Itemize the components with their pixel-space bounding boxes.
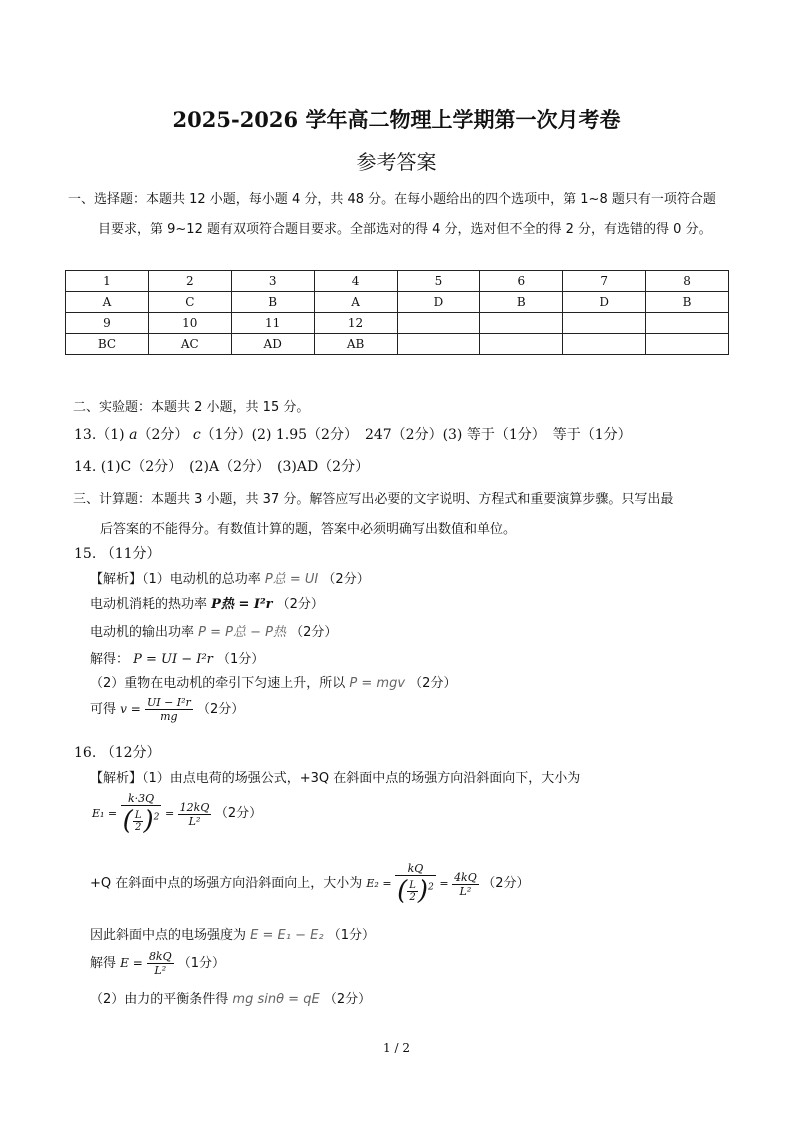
table-cell: 3 bbox=[231, 271, 314, 292]
q16-step5 bbox=[90, 988, 371, 1007]
table-cell: A bbox=[66, 292, 149, 313]
fraction-numerator: 8kQ bbox=[148, 950, 172, 963]
page-number: 1 / 2 bbox=[383, 1041, 410, 1055]
q15-step4-eq: P = UI − I²r bbox=[133, 652, 213, 667]
q15-step2 bbox=[90, 593, 324, 612]
table-cell: 12 bbox=[314, 313, 397, 334]
q16-step3-score: （1分） bbox=[327, 928, 375, 943]
table-row bbox=[66, 334, 729, 355]
q15-step5-score: （2分） bbox=[409, 676, 457, 691]
equals-sign: = bbox=[439, 877, 449, 890]
right-paren-icon: ) bbox=[143, 806, 154, 836]
fraction-denominator: L² bbox=[147, 963, 174, 977]
q16-step1: 【解析】（1）由点电荷的场强公式，+3Q 在斜面中点的场强方向沿斜面向下，大小为 bbox=[90, 771, 581, 786]
e-fraction bbox=[147, 950, 174, 977]
fraction-denominator: L² bbox=[452, 884, 479, 898]
exponent: 2 bbox=[428, 881, 434, 893]
q13-var-c: c bbox=[192, 427, 201, 443]
q16-step3-eq: E = E₁ − E₂ bbox=[250, 928, 324, 943]
table-cell bbox=[646, 313, 729, 334]
table-cell bbox=[563, 334, 646, 355]
q16-step3 bbox=[90, 924, 375, 943]
q15-velocity-fraction bbox=[145, 696, 193, 723]
q16-step5-score: （2分） bbox=[323, 992, 372, 1007]
q13-var-a: a bbox=[129, 427, 138, 443]
q15-step1-text: 【解析】（1）电动机的总功率 bbox=[90, 572, 261, 587]
table-row bbox=[66, 271, 729, 292]
q16-step5-eq: mg sinθ = qE bbox=[232, 992, 320, 1007]
q14-answer: 14. (1)C（2分） (2)A（2分） (3)AD（2分） bbox=[74, 459, 370, 475]
q16-step4-text: 解得 bbox=[90, 956, 117, 971]
table-cell: 8 bbox=[646, 271, 729, 292]
section3-instructions-line1: 三、计算题：本题共 3 小题，共 37 分。解答应写出必要的文字说明、方程式和重要演算步骤。只写出最 bbox=[73, 492, 674, 507]
formula-lhs: E₂ = bbox=[366, 877, 392, 890]
q16-step3-text: 因此斜面中点的电场强度为 bbox=[90, 928, 247, 943]
page-subtitle: 参考答案 bbox=[356, 150, 437, 174]
table-cell: 7 bbox=[563, 271, 646, 292]
right-paren-icon: ) bbox=[417, 876, 429, 906]
fraction-numerator: k·3Q bbox=[127, 792, 155, 805]
q15-step4-text: 解得： bbox=[90, 652, 130, 667]
q13-score: （2分） bbox=[137, 427, 189, 443]
q15-step2-text: 电动机消耗的热功率 bbox=[90, 597, 208, 612]
e1-score: （2分） bbox=[214, 806, 263, 821]
q15-step1-eq: P总 = UI bbox=[264, 572, 319, 587]
q15-step1-score: （2分） bbox=[322, 572, 370, 587]
e2-fraction bbox=[395, 862, 436, 906]
table-cell: AD bbox=[231, 334, 314, 355]
q15-step4 bbox=[90, 648, 264, 667]
fraction-denominator: mg bbox=[145, 709, 193, 723]
table-cell bbox=[563, 313, 646, 334]
table-cell: AC bbox=[148, 334, 231, 355]
q15-step3-text: 电动机的输出功率 bbox=[90, 625, 195, 640]
q16-heading: 16. （12分） bbox=[74, 745, 161, 761]
e2-score: （2分） bbox=[482, 876, 530, 891]
fraction-denominator bbox=[395, 875, 436, 906]
table-cell: 10 bbox=[148, 313, 231, 334]
table-cell: C bbox=[148, 292, 231, 313]
formula-lhs: E = bbox=[120, 956, 143, 970]
section3-instructions-line2: 后答案的不能得分。有数值计算的题，答案中必须明确写出数值和单位。 bbox=[100, 522, 517, 537]
table-cell bbox=[480, 313, 563, 334]
q15-step6-lhs: v = bbox=[120, 702, 141, 716]
section1-instructions-line2: 目要求，第 9~12 题有双项符合题目要求。全部选对的得 4 分，选对但不全的得 2 分，有选错的得 0 分。 bbox=[98, 222, 712, 237]
q13-answer bbox=[74, 424, 632, 444]
section2-heading: 二、实验题：本题共 2 小题，共 15 分。 bbox=[73, 400, 310, 415]
q15-step2-eq: P热 = I²r bbox=[211, 597, 273, 612]
q15-step4-score: （1分） bbox=[217, 652, 265, 667]
exponent: 2 bbox=[153, 811, 160, 823]
q16-step5-text: （2）由力的平衡条件得 bbox=[90, 992, 229, 1007]
table-cell: 5 bbox=[397, 271, 480, 292]
fraction-denominator: L² bbox=[178, 814, 212, 828]
q15-step6 bbox=[90, 696, 244, 723]
equals-sign: = bbox=[164, 807, 175, 820]
q16-step2 bbox=[90, 862, 530, 906]
q15-step1 bbox=[90, 568, 370, 587]
table-cell bbox=[397, 313, 480, 334]
q15-step3 bbox=[90, 621, 337, 640]
table-cell bbox=[480, 334, 563, 355]
table-cell bbox=[646, 334, 729, 355]
q15-step5-text: （2）重物在电动机的牵引下匀速上升，所以 bbox=[90, 676, 346, 691]
q16-step2-text: +Q 在斜面中点的场强方向沿斜面向上，大小为 bbox=[90, 876, 363, 891]
fraction-numerator: kQ bbox=[407, 862, 424, 875]
table-cell: B bbox=[646, 292, 729, 313]
table-row bbox=[66, 292, 729, 313]
q15-step5 bbox=[90, 672, 456, 691]
inner-numerator: L bbox=[134, 809, 142, 821]
inner-denominator: 2 bbox=[407, 891, 418, 903]
table-cell: 9 bbox=[66, 313, 149, 334]
table-cell: 6 bbox=[480, 271, 563, 292]
q13-prefix: 13.（1) bbox=[74, 427, 125, 443]
left-paren-icon: ( bbox=[397, 876, 408, 906]
table-cell: 11 bbox=[231, 313, 314, 334]
inner-denominator: 2 bbox=[133, 821, 144, 833]
e2-result-fraction bbox=[452, 871, 479, 898]
page-title: 2025-2026 学年高二物理上学期第一次月考卷 bbox=[172, 107, 621, 132]
answer-table bbox=[65, 270, 729, 355]
fraction-numerator: UI − I²r bbox=[146, 696, 191, 709]
fraction-numerator: 4kQ bbox=[454, 870, 477, 884]
q15-step3-score: （2分） bbox=[290, 625, 338, 640]
table-cell: A bbox=[314, 292, 397, 313]
q16-step4 bbox=[90, 950, 225, 977]
q15-step6-text: 可得 bbox=[90, 702, 117, 717]
q15-step5-eq: P = mgv bbox=[349, 676, 406, 691]
q15-step3-eq: P = P总 − P热 bbox=[198, 625, 286, 640]
q15-heading: 15. （11分） bbox=[74, 546, 161, 562]
section1-instructions-line1: 一、选择题：本题共 12 小题，每小题 4 分，共 48 分。在每小题给出的四个选项中，第 1~8 题只有一项符合题 bbox=[68, 192, 716, 207]
table-cell bbox=[397, 334, 480, 355]
fraction-numerator: 12kQ bbox=[179, 800, 210, 814]
table-cell: 4 bbox=[314, 271, 397, 292]
table-cell: D bbox=[563, 292, 646, 313]
q16-e2-formula bbox=[366, 862, 482, 906]
q15-step6-score: （2分） bbox=[196, 702, 245, 717]
table-row bbox=[66, 313, 729, 334]
q16-step4-score: （1分） bbox=[177, 956, 226, 971]
left-paren-icon: ( bbox=[122, 806, 133, 836]
inner-numerator: L bbox=[409, 879, 416, 891]
e1-fraction bbox=[121, 792, 162, 836]
table-cell: 1 bbox=[66, 271, 149, 292]
e1-result-fraction bbox=[178, 801, 212, 828]
formula-lhs: E₁ = bbox=[92, 807, 118, 820]
q13-rest: （1分）(2) 1.95（2分） 247（2分）(3) 等于（1分） 等于（1分） bbox=[200, 427, 632, 443]
q15-step2-score: （2分） bbox=[276, 597, 324, 612]
table-cell: B bbox=[480, 292, 563, 313]
table-cell: BC bbox=[66, 334, 149, 355]
table-cell: AB bbox=[314, 334, 397, 355]
q16-e1-formula bbox=[92, 792, 262, 836]
fraction-denominator bbox=[121, 805, 162, 836]
table-cell: D bbox=[397, 292, 480, 313]
table-cell: B bbox=[231, 292, 314, 313]
table-cell: 2 bbox=[148, 271, 231, 292]
